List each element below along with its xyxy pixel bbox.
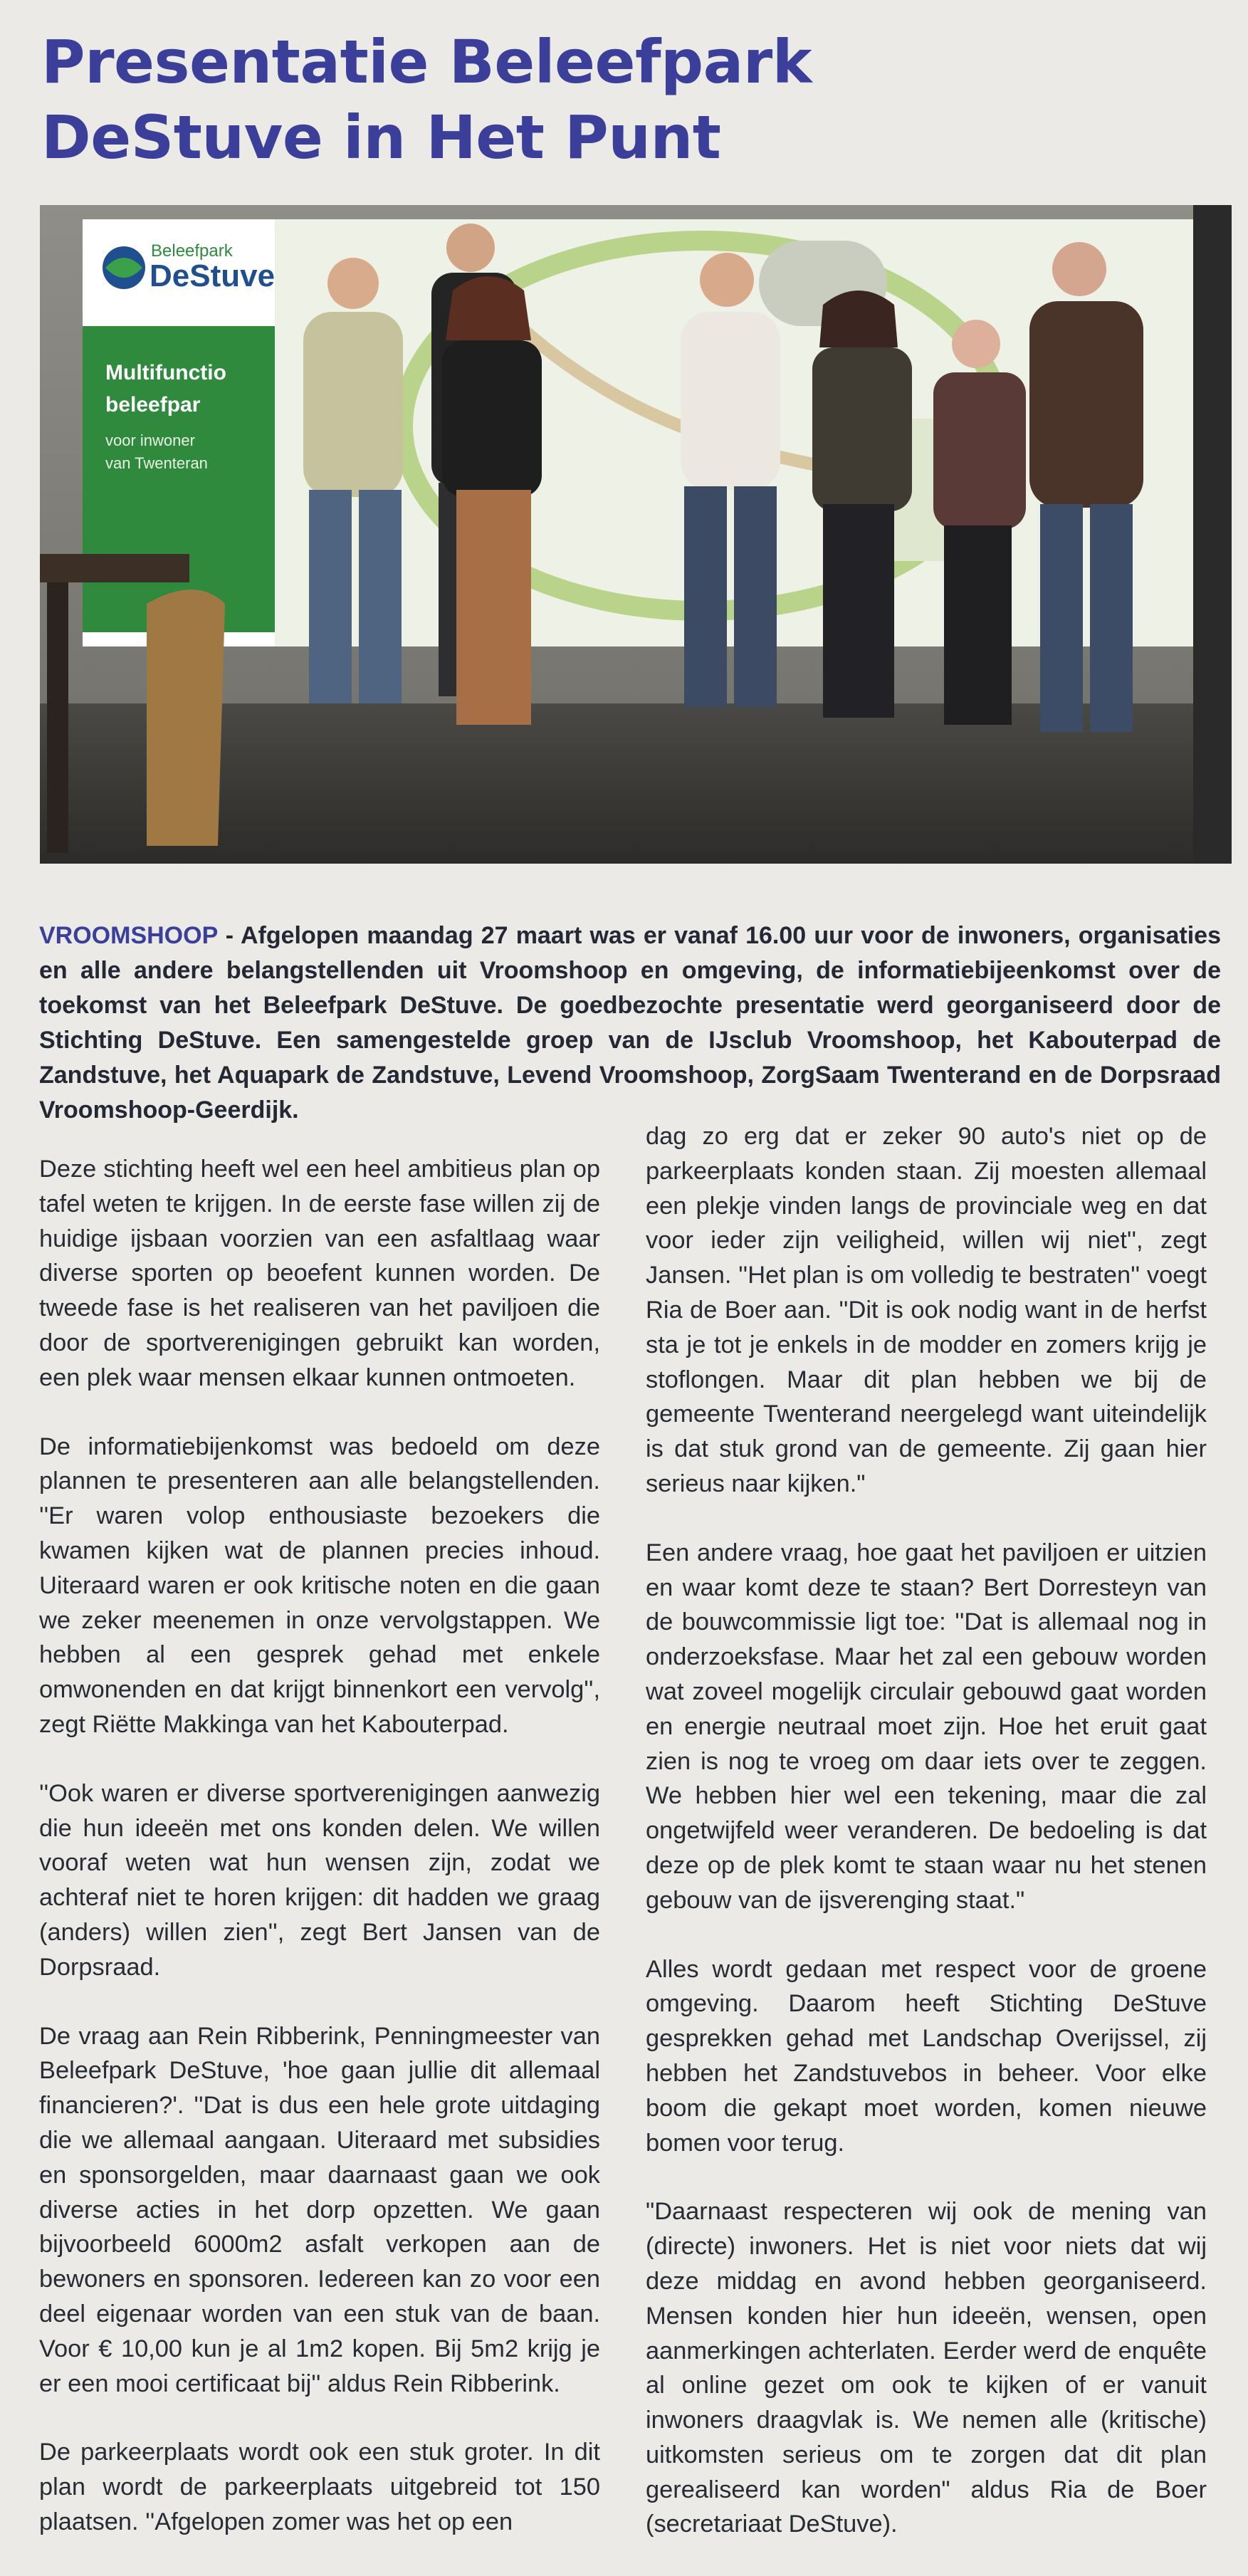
body-paragraph: dag zo erg dat er zeker 90 auto's niet op de parkeerplaats konden staan. Zij moesten allemaal een plekje vinden langs de provinciale weg en dat voor ieder zijn veiligheid, willen wij niet'', zegt Jansen. ''Het plan is om volledig te bestraten'' voegt Ria de Boer aan. ''Dit is ook nodig want in de herfst sta je tot je enkels in de modder en zomers krijg je stoflongen. Maar dit plan hebben we bij de gemeente Twenterand neergelegd want uiteindelijk is dat stuk grond van de gemeente. Zij gaan hier serieus naar kijken." — [646, 1123, 1207, 1497]
body-paragraph: "Daarnaast respecteren wij ook de mening van (directe) inwoners. Het is niet voor niets dat wij deze middag en avond hebben georganiseerd. Mensen konden hier hun ideeën, wensen, open aanmerkingen achterlaten. Eerder werd de enquête al online gezet om ook te kijken of er vanuit inwoners draagvlak is. We nemen alle (kritische) uitkomsten serieus om te zorgen dat dit plan gerealiseerd kan worden" aldus Ria de Boer (secretariaat DeStuve). — [646, 2198, 1207, 2538]
body-paragraph: ''Ook waren er diverse sportverenigingen aanwezig die hun ideeën met ons konden delen. We willen vooraf weten wat hun wensen zijn, zodat we achteraf niet te horen krijgen: dit hadden we graag (anders) willen zien'', zegt Bert Jansen van de Dorpsraad. — [39, 1779, 600, 1981]
right-column — [646, 1119, 1207, 2576]
banner-line-3: voor inwoner — [105, 431, 195, 449]
body-paragraph: Alles wordt gedaan met respect voor de groene omgeving. Daarom heeft Stichting DeStuve gesprekken gehad met Landschap Overijssel, zij hebben het Zandstuvebos in beheer. Voor elke boom die gekapt moet worden, komen nieuwe bomen voor terug. — [646, 1955, 1207, 2157]
body-paragraph: Deze stichting heeft wel een heel ambitieus plan op tafel weten te krijgen. In de eerste fase willen zij de huidige ijsbaan voorzien van een asfaltlaag waar diverse sporten op beoefent kunnen worden. De tweede fase is het realiseren van het paviljoen die door de sportverenigingen gebruikt kan worden, een plek waar mensen elkaar kunnen ontmoeten. — [39, 1156, 600, 1391]
lead-paragraph — [39, 918, 1221, 1128]
article-photo — [40, 205, 1232, 864]
left-column — [39, 1152, 600, 2574]
banner-brand-small: Beleefpark — [151, 241, 233, 261]
banner-line-4: van Twenteran — [105, 454, 208, 472]
body-paragraph: De vraag aan Rein Ribberink, Penningmeester van Beleefpark DeStuve, 'hoe gaan jullie dit allemaal financieren?'. ''Dat is dus een hele grote uitdaging die we allemaal aangaan. Uiteraard met subsidies en sponsorgelden, maar daarnaast gaan we ook diverse acties in het dorp opzetten. We gaan bijvoorbeeld 6000m2 asfalt verkopen aan de bewoners en sponsoren. Iedereen kan zo voor een deel eigenaar worden van een stuk van de baan. Voor € 10,00 kun je al 1m2 kopen. Bij 5m2 krijg je er een mooi certificaat bij'' aldus Rein Ribberink. — [39, 2022, 600, 2397]
lead-dateline: VROOMSHOOP — [39, 922, 218, 949]
banner-line-2: beleefpar — [105, 393, 201, 417]
body-paragraph: De informatiebijenkomst was bedoeld om deze plannen te presenteren aan alle belangstellenden. ''Er waren volop enthousiaste bezoekers die kwamen kijken wat de plannen precies inhoud. Uiteraard waren er ook kritische noten en die gaan we zeker meenemen in onze vervolgstappen. We hebben al een gesprek gehad met enkele omwonenden en dat krijgt binnenkort een vervolg'', zegt Riëtte Makkinga van het Kabouterpad. — [39, 1433, 600, 1738]
lead-text: - Afgelopen maandag 27 maart was er vanaf 16.00 uur voor de inwoners, organisaties en alle andere belangstellenden uit Vroomshoop en omgeving, de informatiebijeenkomst over de toekomst van het Beleefpark DeStuve. De goedbezochte presentatie werd georganiseerd door de Stichting DeStuve. Een samengestelde groep van de IJsclub Vroomshoop, het Kabouterpad de Zandstuve, het Aquapark de Zandstuve, Levend Vroomshoop, ZorgSaam Twenterand en de Dorpsraad Vroomshoop-Geerdijk. — [39, 922, 1221, 1124]
banner-brand-large: DeStuve — [150, 258, 276, 293]
body-paragraph: De parkeerplaats wordt ook een stuk groter. In dit plan wordt de parkeerplaats uitgebreid tot 150 plaatsen. ''Afgelopen zomer was het op een — [39, 2439, 600, 2535]
banner-line-1: Multifunctio — [105, 361, 226, 384]
headline: Presentatie Beleefpark DeStuve in Het Punt — [41, 27, 812, 172]
body-paragraph: Een andere vraag, hoe gaat het paviljoen er uitzien en waar komt deze te staan? Bert Dorresteyn van de bouwcommissie ligt toe: ''Dat is allemaal nog in onderzoeksfase. Maar het zal een gebouw worden wat zoveel mogelijk circulair gebouwd gaat worden en energie neutraal moet zijn. Hoe het eruit gaat zien is nog te vroeg om daar iets over te zeggen. We hebben hier wel een tekening, maar die zal ongetwijfeld weer veranderen. De bedoeling is dat deze op de plek komt te staan waar nu het stenen gebouw van de ijsverenging staat." — [646, 1539, 1207, 1914]
